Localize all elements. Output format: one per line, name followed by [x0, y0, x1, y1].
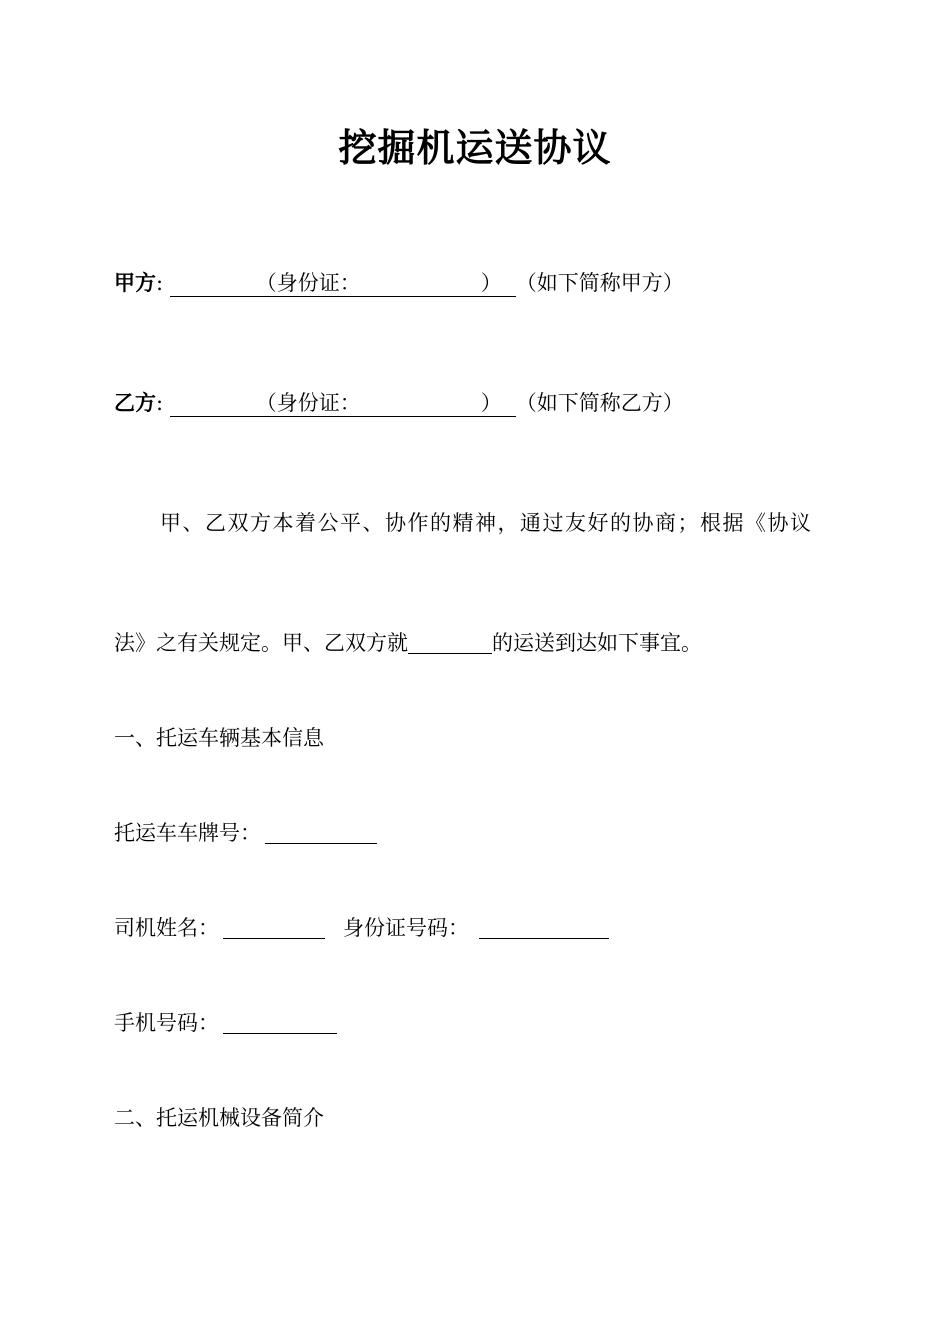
party-a-suffix: （如下简称甲方） [515, 271, 684, 295]
party-b-line [114, 388, 684, 418]
plate-label: 托运车车牌号： [114, 821, 261, 845]
party-a-colon: : [156, 271, 164, 295]
phone-label: 手机号码： [114, 1011, 219, 1035]
section-2-heading: 二、托运机械设备简介 [114, 1106, 324, 1130]
document-title: 挖掘机运送协议 [338, 125, 612, 170]
plate-line [114, 818, 377, 848]
driver-name-field[interactable] [223, 916, 325, 939]
subject-blank-field[interactable] [408, 631, 492, 654]
phone-line [114, 1008, 337, 1038]
section-1-heading: 一、托运车辆基本信息 [114, 726, 324, 750]
driver-line [114, 913, 609, 943]
intro-line-2 [114, 628, 702, 658]
plate-number-field[interactable] [265, 821, 377, 844]
party-b-colon: : [156, 391, 164, 415]
party-a-id-label: （身份证： [255, 271, 361, 295]
phone-number-field[interactable] [223, 1011, 337, 1034]
party-a-fill-field[interactable] [170, 270, 516, 297]
party-a-label: 甲方 [114, 270, 156, 295]
intro-line-2-post: 的运送到达如下事宜。 [492, 631, 702, 655]
party-a-id-close: ） [480, 271, 502, 295]
intro-line-2-pre: 法》之有关规定。甲、乙双方就 [114, 631, 408, 655]
party-b-id-close: ） [480, 391, 502, 415]
party-b-id-label: （身份证： [255, 391, 361, 415]
party-b-label: 乙方 [114, 390, 156, 415]
party-a-line [114, 268, 684, 298]
driver-id-field[interactable] [479, 916, 609, 939]
party-b-fill-field[interactable] [170, 390, 516, 417]
intro-line-1: 甲、乙双方本着公平、协作的精神，通过友好的协商；根据《协议 [160, 511, 813, 535]
driver-name-label: 司机姓名： [114, 916, 219, 940]
driver-id-label: 身份证号码： [343, 916, 469, 940]
party-b-suffix: （如下简称乙方） [515, 391, 684, 415]
